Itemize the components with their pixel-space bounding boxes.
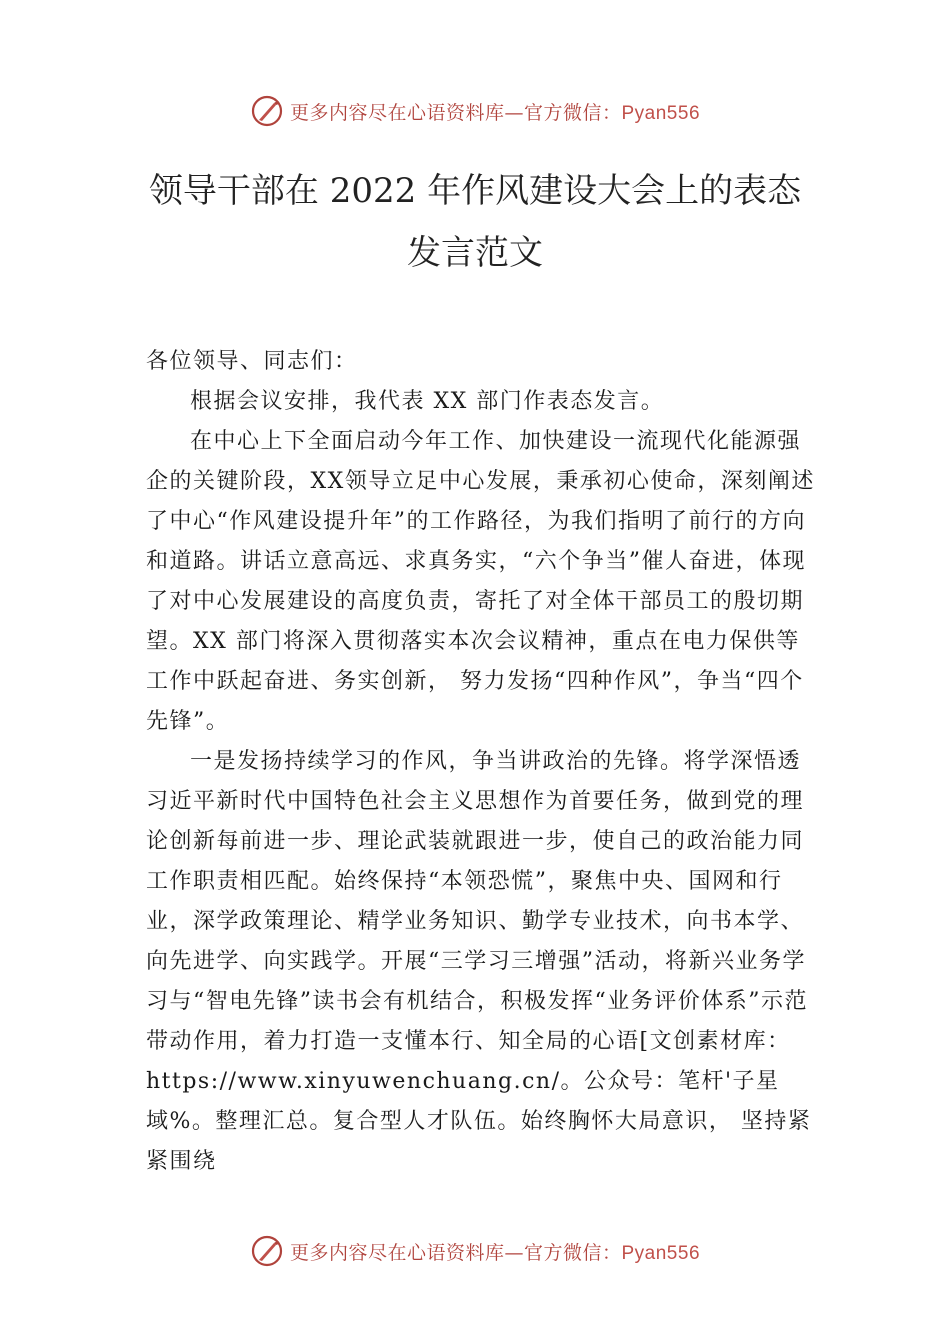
paragraph-2: 在中心上下全面启动今年工作、加快建设一流现代化能源强企的关键阶段，XX领导立足中心发展，秉承初心使命，深刻阐述了中心“作风建设提升年”的工作路径，为我们指明了前行的方向和道路。讲话立意高远、求真务实，“六个争当”催人奋进，体现了对中心发展建设的高度负责，寄托了对全体干部员工的殷切期望。XX 部门将深入贯彻落实本次会议精神，重点在电力保供等工作中跃起奋进、务实创新， 努力发扬“四种作风”，争当“四个先锋”。	[146, 429, 815, 734]
banner-slogan: 更多内容尽在心语资料库—官方微信：	[289, 101, 622, 124]
footer-banner	[0, 1234, 950, 1268]
quill-logo-icon	[250, 94, 284, 128]
quill-logo-icon	[250, 1234, 284, 1268]
salutation: 各位领导、同志们：	[146, 349, 358, 374]
title-line-2: 发言范文	[407, 233, 543, 273]
banner-account: Pyan556	[621, 1242, 701, 1264]
banner-text	[290, 1238, 700, 1265]
paragraph-1: 根据会议安排，我代表 XX 部门作表态发言。	[190, 389, 665, 414]
document-body	[146, 342, 818, 1182]
banner-slogan: 更多内容尽在心语资料库—官方微信：	[289, 1241, 622, 1264]
header-banner	[0, 94, 950, 128]
document-title	[120, 160, 830, 284]
banner-text	[290, 98, 700, 125]
paragraph-3: 一是发扬持续学习的作风，争当讲政治的先锋。将学深悟透习近平新时代中国特色社会主义思想作为首要任务，做到党的理论创新每前进一步、理论武装就跟进一步，使自己的政治能力同工作职责相匹配。始终保持“本领恐慌”，聚焦中央、国网和行业，深学政策理论、精学业务知识、勤学专业技术，向书本学、向先进学、向实践学。开展“三学习三增强”活动，将新兴业务学习与“智电先锋”读书会有机结合，积极发挥“业务评价体系”示范带动作用，着力打造一支懂本行、知全局的心语[文创素材库：https://www.xinyuwenchuang.cn/。公众号：笔杆'子星域%。整理汇总。复合型人才队伍。始终胸怀大局意识， 坚持紧紧围绕	[146, 749, 812, 1174]
banner-account: Pyan556	[621, 102, 701, 124]
title-line-1: 领导干部在 2022 年作风建设大会上的表态	[148, 171, 802, 211]
